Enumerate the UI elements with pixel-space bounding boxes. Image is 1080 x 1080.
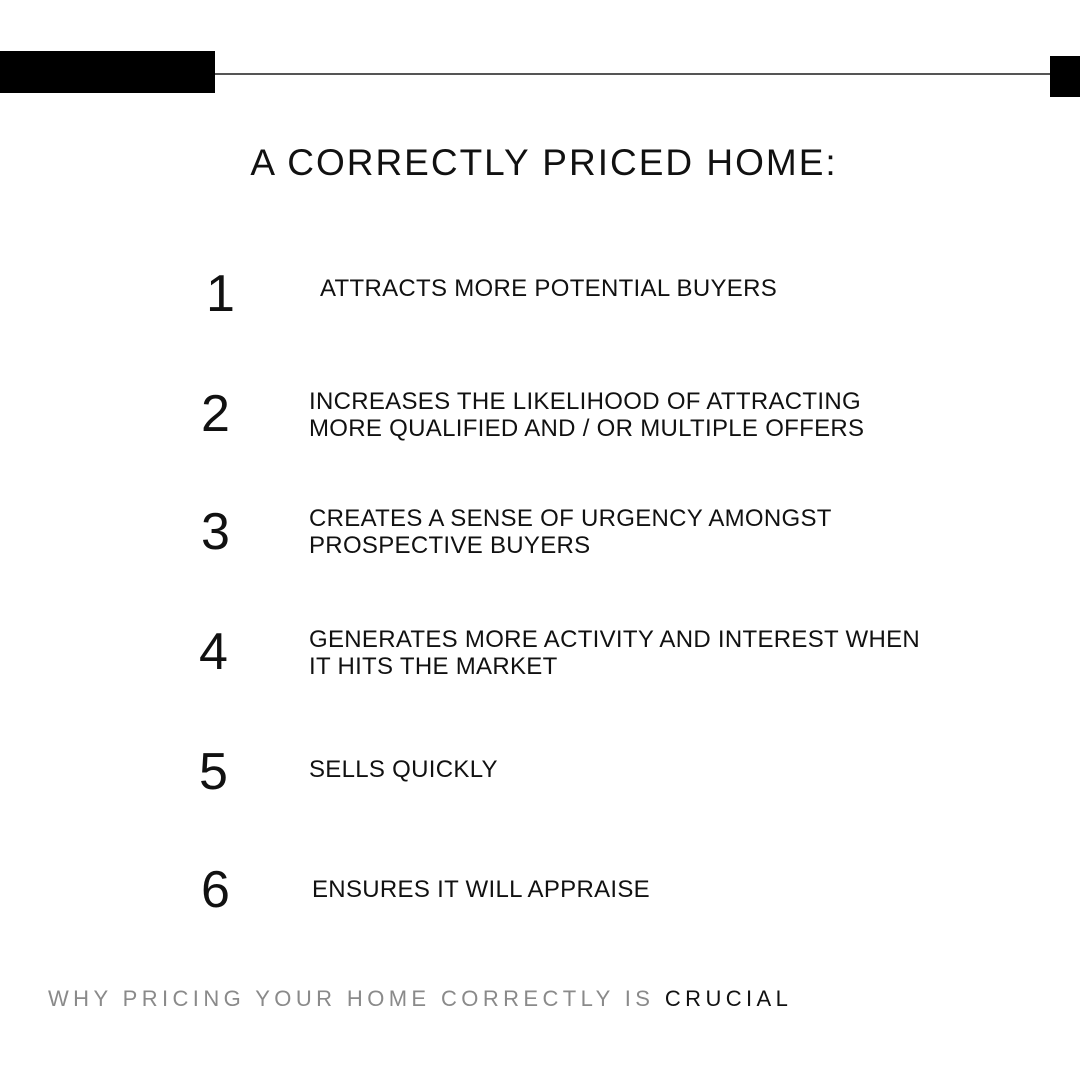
decorative-rule [215, 73, 1050, 75]
item-text-2-line-1: INCREASES THE LIKELIHOOD OF ATTRACTING [309, 388, 861, 415]
item-text-1-line-1: ATTRACTS MORE POTENTIAL BUYERS [320, 275, 778, 302]
item-number-1: 1 [206, 265, 235, 323]
item-text-4-line-1: GENERATES MORE ACTIVITY AND INTEREST WHEN [309, 626, 921, 653]
item-text-4 [309, 626, 920, 680]
item-text-6 [312, 876, 650, 903]
page-title: A CORRECTLY PRICED HOME: [250, 142, 838, 183]
item-text-3-line-1: CREATES A SENSE OF URGENCY AMONGST [309, 505, 832, 532]
item-text-5 [309, 756, 498, 783]
footer-tagline-emphasis: CRUCIAL [664, 986, 793, 1011]
item-number-4: 4 [199, 623, 228, 681]
footer-tagline-light: WHY PRICING YOUR HOME CORRECTLY IS [48, 986, 655, 1011]
item-number-5: 5 [199, 743, 228, 801]
item-text-3 [309, 505, 832, 559]
item-text-3-line-2: PROSPECTIVE BUYERS [309, 532, 591, 559]
item-number-3: 3 [201, 503, 230, 561]
decorative-bar-right [1050, 56, 1080, 97]
item-text-1 [320, 275, 777, 302]
item-text-5-line-1: SELLS QUICKLY [309, 756, 498, 783]
item-number-6: 6 [201, 861, 230, 919]
item-text-6-line-1: ENSURES IT WILL APPRAISE [312, 876, 650, 903]
item-text-2 [309, 388, 864, 442]
item-text-4-line-2: IT HITS THE MARKET [309, 653, 558, 680]
item-number-2: 2 [201, 385, 230, 443]
decorative-bar-left [0, 51, 215, 93]
footer-tagline [48, 986, 792, 1012]
item-text-2-line-2: MORE QUALIFIED AND / OR MULTIPLE OFFERS [309, 415, 865, 442]
